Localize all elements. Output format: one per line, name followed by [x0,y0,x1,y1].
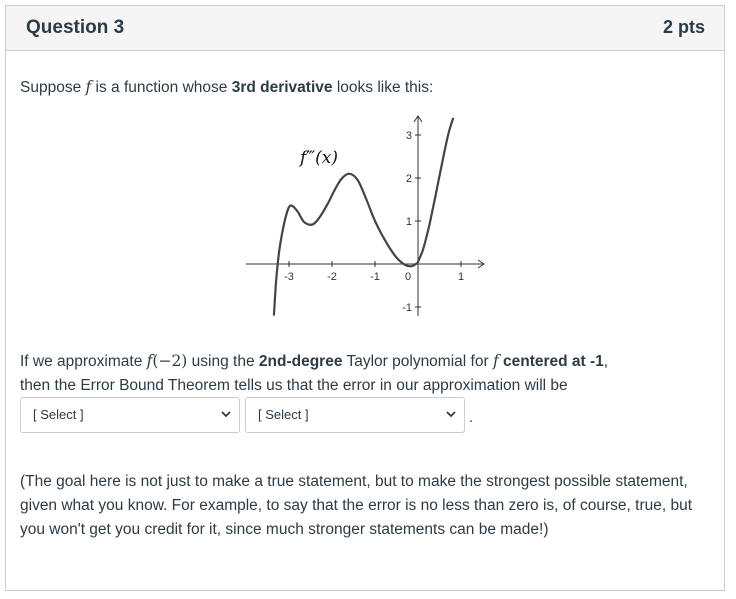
q-f: f [146,352,153,370]
select-dropdown-1[interactable] [20,397,240,433]
question-line-2: then the Error Bound Theorem tells us that the error in our approximation will be [20,377,568,394]
q-end: , [603,353,609,370]
y-tick-label: 3 [405,130,412,142]
q-bold-center: centered at -1 [498,353,604,370]
select-dropdown-2[interactable] [245,397,465,433]
third-derivative-graph [240,108,500,324]
question-header [6,6,724,51]
x-tick-label: -3 [284,271,294,283]
question-title: Question 3 [26,17,125,38]
chevron-down-icon [444,407,458,421]
select-2-value: [ Select ] [258,407,309,422]
question-line-1 [20,349,700,374]
y-tick-label: 1 [405,216,412,228]
intro-bold: 3rd derivative [231,79,333,96]
q-mid2: Taylor polynomial for [342,353,493,370]
q-bold-degree: 2nd-degree [258,353,343,370]
x-tick-label: -2 [327,271,337,283]
select-period: . [469,409,474,426]
chevron-down-icon [219,407,233,421]
y-tick-label: -1 [402,302,412,314]
intro-f: f [85,78,92,96]
intro-prefix: Suppose [20,79,86,96]
question-text [20,349,700,398]
q-arg: (−2) [152,352,188,370]
y-tick-label: 2 [405,173,412,185]
x-tick-label: 1 [457,271,465,283]
select-1-value: [ Select ] [33,407,84,422]
x-tick-label: -1 [370,271,380,283]
q-f2: f [492,352,499,370]
q-mid: using the [187,353,259,370]
graph-label: f‴(x) [300,148,338,168]
intro-text [20,75,433,100]
note-text: (The goal here is not just to make a true statement, but to make the strongest possible statement, given what you know. For example, to say that the error is no less than zero is, of course, true, but you won't get you credit for it, since much stronger statements can be made!) [20,473,693,538]
x-tick-label: 0 [404,271,412,283]
question-points: 2 pts [662,17,705,37]
intro-suffix: looks like this: [332,79,434,96]
intro-middle: is a function whose [91,79,232,96]
q-prefix: If we approximate [20,353,147,370]
